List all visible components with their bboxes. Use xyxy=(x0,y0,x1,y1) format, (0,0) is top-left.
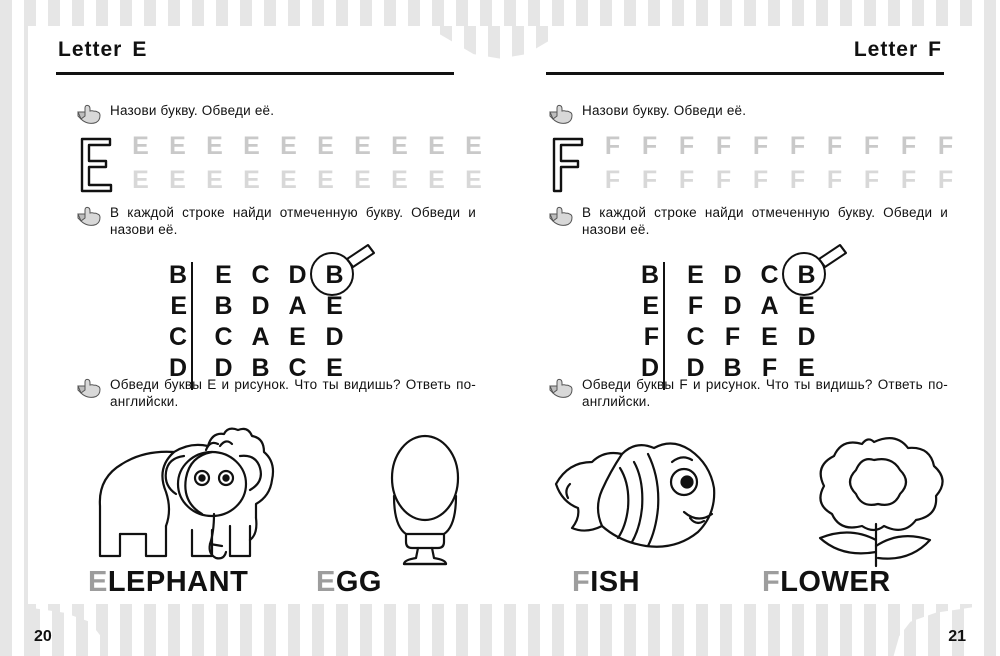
grid-cell: D xyxy=(640,354,659,382)
word-initial: F xyxy=(572,566,591,598)
pointing-hand-icon xyxy=(76,205,102,227)
table-row xyxy=(143,291,443,322)
word-label-egg xyxy=(316,566,382,599)
grid-cell: E xyxy=(687,261,704,289)
grid-cell: E xyxy=(798,292,815,320)
header-rule-right xyxy=(546,72,944,75)
big-letter-left xyxy=(72,133,118,195)
word-initial: E xyxy=(88,566,108,598)
grid-cell: D xyxy=(214,354,233,382)
task-2-left-text: В каждой строке найди отмеченную букву. Обведи и назови её. xyxy=(110,205,476,237)
word-rest: ISH xyxy=(590,566,641,598)
grid-cell: D xyxy=(686,354,705,382)
trace-row-1-right: F F F F F F F F F F xyxy=(604,132,954,160)
header-rule-left xyxy=(56,72,454,75)
page-title-left xyxy=(58,38,147,62)
grid-cell: E xyxy=(761,323,778,351)
grid-cell: F xyxy=(687,292,704,320)
grid-cell: F xyxy=(724,323,741,351)
table-row xyxy=(615,322,915,353)
grid-cell: B xyxy=(168,261,187,289)
task-1-right-text: Назови букву. Обведи её. xyxy=(582,103,747,118)
page-title-right xyxy=(854,38,942,62)
word-label-flower xyxy=(762,566,891,599)
grid-cell: D xyxy=(723,261,742,289)
right-page xyxy=(500,26,972,604)
grid-cell: C xyxy=(214,323,233,351)
grid-cell: C xyxy=(251,261,270,289)
task-3-right-text: Обведи буквы F и рисунок. Что ты видишь? Ответь по-английски. xyxy=(582,377,948,409)
outline-letter-f-icon xyxy=(544,133,590,195)
grid-cell: B xyxy=(723,354,742,382)
pointing-hand-icon xyxy=(548,103,574,125)
grid-cell: D xyxy=(168,354,187,382)
grid-divider-left xyxy=(191,262,193,390)
grid-cell-circled: B xyxy=(797,261,816,289)
page-title-left-letter: E xyxy=(132,38,148,61)
word-rest: LOWER xyxy=(780,566,891,598)
grid-cell: D xyxy=(288,261,307,289)
task-3-left xyxy=(76,376,476,410)
grid-cell: A xyxy=(760,292,779,320)
pointing-hand-icon xyxy=(76,377,102,399)
grid-cell: E xyxy=(642,292,659,320)
word-label-elephant xyxy=(88,566,248,599)
fish-illustration xyxy=(534,422,754,572)
grid-cell: E xyxy=(798,354,815,382)
trace-rows-right xyxy=(594,132,964,196)
trace-row-2-right: F F F F F F F F F F xyxy=(604,166,954,194)
page-number-left: 20 xyxy=(34,628,52,645)
word-label-fish xyxy=(572,566,640,599)
grid-cell: A xyxy=(288,292,307,320)
left-page xyxy=(28,26,500,604)
worksheet-sheet xyxy=(28,26,972,604)
word-initial: E xyxy=(316,566,336,598)
page-title-right-letter: F xyxy=(928,38,942,61)
pointing-hand-icon xyxy=(548,377,574,399)
table-row xyxy=(615,291,915,322)
grid-cell: F xyxy=(643,323,659,351)
grid-cell: C xyxy=(686,323,705,351)
grid-cell: B xyxy=(214,292,233,320)
grid-cell: D xyxy=(325,323,344,351)
magnifier-icon xyxy=(772,242,864,300)
grid-cell: D xyxy=(797,323,816,351)
word-rest: LEPHANT xyxy=(107,566,249,598)
word-initial: F xyxy=(762,566,781,598)
page-number-right: 21 xyxy=(948,628,966,645)
task-2-left xyxy=(76,204,476,238)
magnifier-icon xyxy=(300,242,392,300)
grid-cell: C xyxy=(288,354,307,382)
grid-cell: E xyxy=(170,292,187,320)
picture-row-right xyxy=(534,422,958,572)
word-rest: GG xyxy=(335,566,382,598)
grid-cell: F xyxy=(761,354,778,382)
table-row xyxy=(615,260,915,291)
trace-row-1-left: E E E E E E E E E E xyxy=(132,132,482,160)
table-row xyxy=(143,260,443,291)
pointing-hand-icon xyxy=(76,103,102,125)
big-letter-right xyxy=(544,133,590,195)
grid-cell: B xyxy=(251,354,270,382)
grid-cell: B xyxy=(640,261,659,289)
trace-row-2-left: E E E E E E E E E E xyxy=(132,166,482,194)
task-1-left-text: Назови букву. Обведи её. xyxy=(110,103,275,118)
grid-cell: D xyxy=(723,292,742,320)
grid-cell: C xyxy=(168,323,187,351)
task-3-left-text: Обведи буквы E и рисунок. Что ты видишь? Ответь по-английски. xyxy=(110,377,476,409)
task-3-right xyxy=(548,376,948,410)
page-title-left-word: Letter xyxy=(58,38,123,61)
grid-cell: E xyxy=(289,323,306,351)
grid-cell: E xyxy=(326,292,343,320)
grid-cell: A xyxy=(251,323,270,351)
grid-cell: C xyxy=(760,261,779,289)
grid-cell: E xyxy=(215,261,232,289)
task-2-right-text: В каждой строке найди отмеченную букву. Обведи и назови её. xyxy=(582,205,948,237)
grid-cell: E xyxy=(326,354,343,382)
grid-cell-circled: B xyxy=(325,261,344,289)
flower-illustration xyxy=(790,422,958,572)
trace-rows-left xyxy=(122,132,492,196)
egg-in-cup-illustration xyxy=(350,422,500,572)
grid-cell: D xyxy=(251,292,270,320)
page-title-right-word: Letter xyxy=(853,38,919,61)
trace-block-right xyxy=(544,132,964,196)
task-2-right xyxy=(548,204,948,238)
grid-divider-right xyxy=(663,262,665,390)
pointing-hand-icon xyxy=(548,205,574,227)
trace-block-left xyxy=(72,132,492,196)
elephant-illustration xyxy=(62,422,312,572)
picture-row-left xyxy=(62,422,500,572)
task-1-right xyxy=(548,102,932,125)
outline-letter-e-icon xyxy=(72,133,118,195)
table-row xyxy=(143,322,443,353)
task-1-left xyxy=(76,102,460,125)
